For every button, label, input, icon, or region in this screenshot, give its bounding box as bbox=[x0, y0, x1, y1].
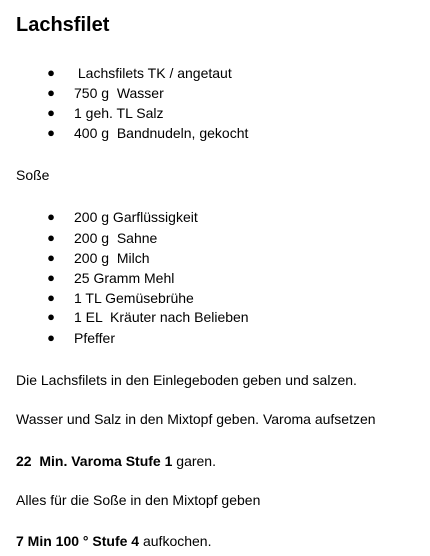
ingredient-text: 400 g Bandnudeln, gekocht bbox=[74, 125, 249, 141]
instruction-step bbox=[16, 452, 216, 470]
ingredient-text: 750 g Wasser bbox=[74, 85, 164, 101]
instruction-step: Die Lachsfilets in den Einlegeboden geben und salzen. bbox=[16, 372, 357, 388]
sauce-heading: Soße bbox=[16, 167, 50, 183]
instruction-action: garen. bbox=[172, 453, 216, 469]
bullet-icon: ● bbox=[47, 209, 55, 224]
ingredient-text: 1 EL Kräuter nach Belieben bbox=[74, 309, 249, 325]
ingredient-text: 200 g Garflüssigkeit bbox=[74, 209, 198, 225]
instruction-setting: 7 Min 100 ° Stufe 4 bbox=[16, 533, 140, 549]
bullet-icon: ● bbox=[47, 309, 55, 324]
ingredient-text: 200 g Sahne bbox=[74, 230, 158, 246]
instruction-step: Wasser und Salz in den Mixtopf geben. Varoma aufsetzen bbox=[16, 411, 376, 427]
bullet-icon: ● bbox=[47, 230, 55, 245]
instruction-step bbox=[16, 532, 211, 550]
ingredient-text: 1 geh. TL Salz bbox=[74, 105, 164, 121]
bullet-icon: ● bbox=[47, 330, 55, 345]
instruction-step: Alles für die Soße in den Mixtopf geben bbox=[16, 492, 261, 508]
ingredient-text: 200 g Milch bbox=[74, 250, 150, 266]
bullet-icon: ● bbox=[47, 85, 55, 100]
recipe-title: Lachsfilet bbox=[16, 14, 110, 36]
ingredient-text: Pfeffer bbox=[74, 330, 115, 346]
bullet-icon: ● bbox=[47, 250, 55, 265]
instruction-setting: 22 Min. Varoma Stufe 1 bbox=[16, 453, 173, 469]
bullet-icon: ● bbox=[47, 290, 55, 305]
bullet-icon: ● bbox=[47, 65, 55, 80]
ingredient-text: 25 Gramm Mehl bbox=[74, 270, 175, 286]
bullet-icon: ● bbox=[47, 270, 55, 285]
instruction-action: aufkochen. bbox=[139, 533, 212, 549]
ingredient-text: 1 TL Gemüsebrühe bbox=[74, 290, 194, 306]
bullet-icon: ● bbox=[47, 105, 55, 120]
bullet-icon: ● bbox=[47, 125, 55, 140]
ingredient-text: Lachsfilets TK / angetaut bbox=[74, 65, 232, 81]
